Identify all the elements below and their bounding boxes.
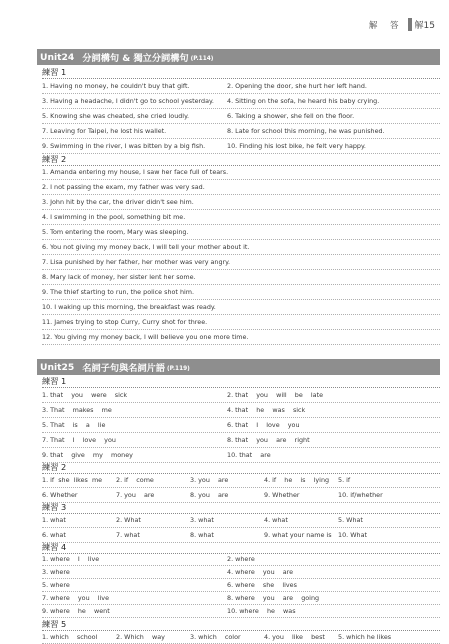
answer-item: 10. that are <box>227 451 271 459</box>
answer-item: 8. that you are right <box>227 436 310 444</box>
answer-item: 2. Which way <box>116 633 165 641</box>
answer-item: 9. Swimming in the river, I was bitten by a big fish. <box>42 142 206 150</box>
answer-item: 10. I waking up this morning, the breakfast was ready. <box>42 303 216 311</box>
answer-item: 3. what <box>190 516 214 524</box>
unit25-ex4-row <box>42 566 440 579</box>
answer-item: 4. I swimming in the pool, something bit me. <box>42 213 186 221</box>
unit25-ex4-row <box>42 579 440 592</box>
answer-item: 10. if/whether <box>338 491 383 499</box>
answer-item: 9. The thief starting to run, the police shot him. <box>42 288 195 296</box>
answer-item: 5. Knowing she was cheated, she cried loudly. <box>42 112 189 120</box>
answer-item: 8. where you are going <box>227 594 320 602</box>
answer-item: 2. where <box>227 555 255 563</box>
unit24-ex2-row <box>42 180 440 195</box>
answer-item: 11. James trying to stop Curry, Curry shot for three. <box>42 318 208 326</box>
answer-item: 4. that he was sick <box>227 406 306 414</box>
answer-item: 10. Finding his lost bike, he felt very happy. <box>227 142 366 150</box>
unit25-ex1-row <box>42 433 440 448</box>
unit24-label: Unit24 <box>40 51 75 63</box>
answer-item: 9. that give my money <box>42 451 133 459</box>
unit24-ex1-title: 練習 1 <box>42 66 440 79</box>
answer-item: 7. where you live <box>42 594 110 602</box>
unit24-ex1-row <box>42 109 440 124</box>
unit25-ex4-row <box>42 605 440 618</box>
page-header <box>369 18 435 31</box>
answer-item: 2. What <box>116 516 141 524</box>
unit24-ex1-row <box>42 139 440 154</box>
answer-item: 3. where <box>42 568 70 576</box>
answer-item: 5. What <box>338 516 363 524</box>
answer-item: 7. what <box>116 531 140 539</box>
answer-item: 4. where you are <box>227 568 294 576</box>
answer-item: 8. Mary lack of money, her sister lent her some. <box>42 273 196 281</box>
answer-item: 6. what <box>42 531 66 539</box>
answer-item: 6. Taking a shower, she fell on the floor. <box>227 112 355 120</box>
unit25-page-ref: (P.119) <box>167 366 190 372</box>
unit24-title: 分詞構句 & 獨立分詞構句 <box>82 53 189 64</box>
answer-item: 2. that you will be late <box>227 391 324 399</box>
answer-item: 2. if come <box>116 476 154 484</box>
unit25-ex4-row <box>42 553 440 566</box>
answer-item: 4. you like best <box>264 633 325 641</box>
answer-item: 7. That I love you <box>42 436 116 444</box>
answer-item: 9. Whether <box>264 491 300 499</box>
unit24-page-ref: (P.114) <box>190 56 214 62</box>
unit25-ex1-row <box>42 403 440 418</box>
unit24-ex2-row <box>42 255 440 270</box>
answer-item: 8. what <box>190 531 214 539</box>
unit25-ex1-row <box>42 388 440 403</box>
unit24-ex2-row <box>42 300 440 315</box>
unit24-ex2-row <box>42 210 440 225</box>
unit24-ex2-row <box>42 240 440 255</box>
unit24-ex2-title: 練習 2 <box>42 153 440 166</box>
answer-item: 5. if <box>338 476 351 484</box>
answer-item: 7. you are <box>116 491 155 499</box>
unit25-ex1-row <box>42 418 440 433</box>
unit25-ex5-row <box>42 631 440 644</box>
answer-item: 2. Opening the door, she hurt her left hand. <box>227 82 367 90</box>
answer-item: 4. Sitting on the sofa, he heard his baby crying. <box>227 97 380 105</box>
answer-item: 4. what <box>264 516 288 524</box>
unit25-ex3-row <box>42 513 440 528</box>
answer-item: 3. which color <box>190 633 241 641</box>
answer-item: 3. Having a headache, I didn't go to school yesterday. <box>42 97 214 105</box>
answers-label: 解 答 <box>368 20 404 31</box>
answer-item: 8. Late for school this morning, he was punished. <box>227 127 385 135</box>
unit25-ex2-row <box>42 473 440 488</box>
answer-item: 4. if he is lying <box>264 476 330 484</box>
unit24-ex1-row <box>42 124 440 139</box>
unit24-heading <box>37 49 440 65</box>
unit25-ex3-title: 練習 3 <box>42 501 440 514</box>
answer-item: 1. Amanda entering my house, I saw her face full of tears. <box>42 168 229 176</box>
unit25-heading <box>37 359 440 375</box>
answer-item: 6. Whether <box>42 491 78 499</box>
answer-item: 10. where he was <box>227 607 296 615</box>
answer-item: 1. that you were sick <box>42 391 128 399</box>
answer-item: 6. where she lives <box>227 581 297 589</box>
answer-item: 1. where I live <box>42 555 100 563</box>
answer-item: 8. you are <box>190 491 229 499</box>
answer-item: 3. That makes me <box>42 406 112 414</box>
answer-item: 12. You giving my money back, I will believe you one more time. <box>42 333 249 341</box>
page-number: 解15 <box>414 21 435 31</box>
answer-item: 1. if she likes me <box>42 476 103 484</box>
answer-item: 5. That is a lie <box>42 421 106 429</box>
unit24-ex1-row <box>42 79 440 94</box>
unit24-ex2-row <box>42 225 440 240</box>
answer-item: 6. You not giving my money back, I will tell your mother about it. <box>42 243 250 251</box>
unit25-ex4-title: 練習 4 <box>42 541 440 554</box>
answer-item: 1. Having no money, he couldn't buy that gift. <box>42 82 190 90</box>
answer-item: 5. Tom entering the room, Mary was sleeping. <box>42 228 189 236</box>
answer-item: 1. what <box>42 516 66 524</box>
answer-item: 6. that I love you <box>227 421 300 429</box>
unit25-ex2-title: 練習 2 <box>42 461 440 474</box>
unit24-ex2-row <box>42 330 440 345</box>
header-divider <box>408 18 412 31</box>
answer-item: 7. Leaving for Taipei, he lost his wallet. <box>42 127 167 135</box>
unit24-ex2-row <box>42 315 440 330</box>
unit24-ex2-row <box>42 165 440 180</box>
unit24-ex1-row <box>42 94 440 109</box>
unit24-ex2-row <box>42 270 440 285</box>
unit25-ex5-title: 練習 5 <box>42 619 440 631</box>
answer-item: 9. where he went <box>42 607 110 615</box>
answer-item: 3. John hit by the car, the driver didn't see him. <box>42 198 194 206</box>
unit24-ex2-row <box>42 195 440 210</box>
answer-item: 2. I not passing the exam, my father was very sad. <box>42 183 205 191</box>
unit24-ex2-row <box>42 285 440 300</box>
answer-item: 10. What <box>338 531 367 539</box>
unit25-ex4-row <box>42 592 440 605</box>
unit25-label: Unit25 <box>40 361 75 373</box>
answer-item: 1. which school <box>42 633 98 641</box>
answer-item: 3. you are <box>190 476 229 484</box>
unit25-ex1-title: 練習 1 <box>42 375 440 388</box>
answer-item: 9. what your name is <box>264 531 332 539</box>
answer-item: 5. which he likes <box>338 633 392 641</box>
answer-item: 5. where <box>42 581 70 589</box>
unit25-title: 名詞子句與名詞片語 <box>82 363 166 374</box>
answer-item: 7. Lisa punished by her father, her mother was very angry. <box>42 258 231 266</box>
